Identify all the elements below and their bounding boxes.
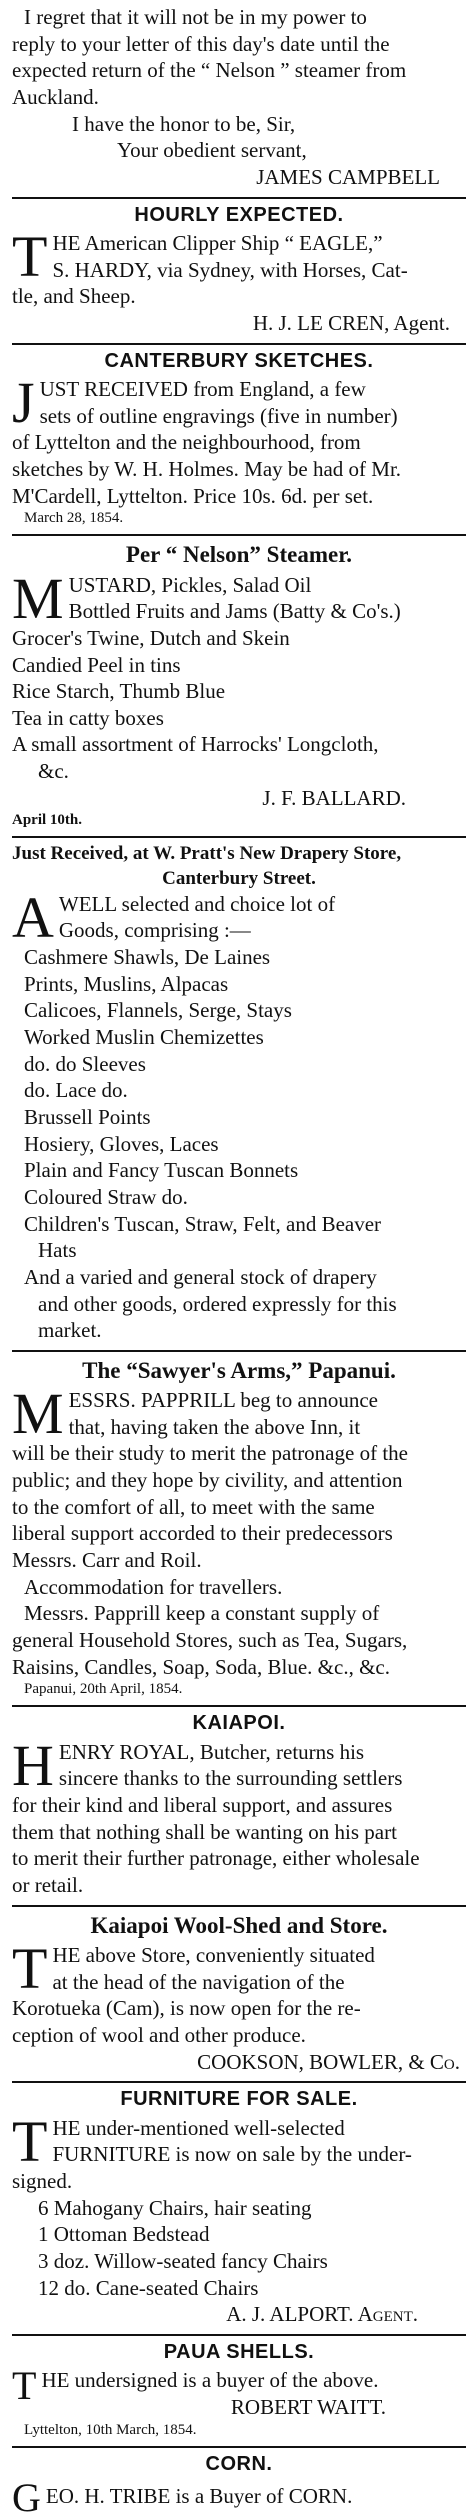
list-item: and other goods, ordered expressly for this <box>38 1291 397 1316</box>
ad-hourly-expected <box>12 203 466 337</box>
list-item: Prints, Muslins, Alpacas <box>24 971 229 996</box>
ad-line: ception of wool and other produce. <box>12 2022 306 2047</box>
divider <box>12 1350 466 1352</box>
letter-line: Auckland. <box>12 84 99 109</box>
ad-wool-shed <box>12 1911 466 2075</box>
drop-cap: T <box>12 2108 48 2174</box>
list-item: Coloured Straw do. <box>24 1184 188 1209</box>
ad-heading: CORN. <box>205 2452 273 2475</box>
ad-line: Accommodation for travellers. <box>24 1574 283 1599</box>
drop-cap: J <box>12 370 35 435</box>
ad-kaiapoi-butcher <box>12 1711 466 1898</box>
ad-line: A small assortment of Harrocks' Longcloth, <box>12 732 379 757</box>
divider <box>12 343 466 345</box>
divider <box>12 1705 466 1707</box>
list-item: do. do Sleeves <box>24 1051 146 1076</box>
ad-heading: FURNITURE FOR SALE. <box>120 2088 358 2111</box>
letter-line: reply to your letter of this day's date until the <box>12 31 390 56</box>
divider <box>12 2334 466 2336</box>
ad-line: HE American Clipper Ship “ EAGLE,” <box>52 230 383 255</box>
ad-signature: COOKSON, BOWLER, & Co. <box>197 2049 460 2074</box>
ad-line: &c. <box>38 759 69 784</box>
list-item: 3 doz. Willow-seated fancy Chairs <box>38 2248 328 2273</box>
ad-heading: HOURLY EXPECTED. <box>134 203 344 226</box>
ad-nelson-steamer <box>12 540 466 830</box>
ad-line: general Household Stores, such as Tea, Sugars, <box>12 1628 408 1652</box>
ad-line: WELL selected and choice lot of <box>58 891 336 916</box>
ad-date: April 10th. <box>12 812 83 829</box>
list-item: Worked Muslin Chemizettes <box>24 1025 264 1050</box>
ad-line: Bottled Fruits and Jams (Batty & Co's.) <box>68 599 401 624</box>
list-item: Children's Tuscan, Straw, Felt, and Beaver <box>24 1211 382 1236</box>
divider <box>12 836 466 838</box>
ad-line: Raisins, Candles, Soap, Soda, Blue. &c., &c. <box>12 1654 390 1679</box>
ad-furniture-sale <box>12 2087 466 2328</box>
ad-line: HE above Store, conveniently situated <box>52 1942 375 1967</box>
ad-canterbury-sketches <box>12 349 466 529</box>
letter-signature: JAMES CAMPBELL <box>256 164 440 189</box>
list-item: Plain and Fancy Tuscan Bonnets <box>24 1158 299 1183</box>
ad-line: Rice Starch, Thumb Blue <box>12 679 226 704</box>
ad-line: to merit their further patronage, either wholesale <box>12 1846 420 1871</box>
divider <box>12 2081 466 2083</box>
ad-line: to the comfort of all, to meet with the same <box>12 1494 375 1519</box>
ad-heading: Kaiapoi Wool-Shed and Store. <box>90 1912 388 1938</box>
ad-line: public; and they hope by civility, and attention <box>12 1468 403 1493</box>
ad-date: Papanui, 20th April, 1854. <box>24 1681 183 1698</box>
ad-line: for their kind and liberal support, and assures <box>12 1793 393 1818</box>
ad-corn <box>12 2452 466 2520</box>
list-item: Hosiery, Gloves, Laces <box>24 1131 219 1156</box>
list-item: Cashmere Shawls, De Laines <box>24 945 271 970</box>
ad-line: FURNITURE is now on sale by the under- <box>52 2142 412 2167</box>
drop-cap: M <box>12 565 64 631</box>
drop-cap: A <box>12 884 54 950</box>
letter-line: I regret that it will not be in my power to <box>24 5 367 29</box>
ad-line: or retail. <box>12 1873 84 1898</box>
list-item: Hats <box>38 1238 77 1263</box>
list-item: 1 Ottoman Bedstead <box>38 2222 210 2247</box>
letter-ending <box>12 4 466 191</box>
ad-line: UST RECEIVED from England, a few <box>39 377 366 401</box>
letter-closing: I have the honor to be, Sir, <box>72 111 296 136</box>
ad-line: ENRY ROYAL, Butcher, returns his <box>58 1739 365 1764</box>
ad-line: Candied Peel in tins <box>12 652 181 677</box>
letter-line: expected return of the “ Nelson ” steamer from <box>12 58 407 83</box>
drop-cap: H <box>12 1732 54 1798</box>
ad-line: USTARD, Pickles, Salad Oil <box>68 572 312 597</box>
list-item: Brussell Points <box>24 1104 151 1129</box>
ad-line: tle, and Sheep. <box>12 284 136 309</box>
ad-line: Messrs. Carr and Roil. <box>12 1548 202 1573</box>
list-item: 6 Mahogany Chairs, hair seating <box>38 2195 312 2220</box>
ad-line: ESSRS. PAPPRILL beg to announce <box>68 1388 378 1413</box>
ad-heading: CANTERBURY SKETCHES. <box>104 349 374 372</box>
ad-line: signed. <box>12 2168 73 2193</box>
ad-line: Messrs. Papprill keep a constant supply of <box>24 1601 380 1626</box>
ad-line: liberal support accorded to their predecessors <box>12 1521 393 1546</box>
drop-cap: T <box>12 2363 37 2409</box>
ad-line: HE under-mentioned well-selected <box>52 2115 345 2140</box>
divider <box>12 2446 466 2448</box>
list-item: do. Lace do. <box>24 1078 128 1103</box>
list-item: 12 do. Cane-seated Chairs <box>38 2275 259 2300</box>
ad-date: Lyttelton, 10th March, 1854. <box>24 2421 197 2438</box>
ad-line: HE undersigned is a buyer of the above. <box>41 2368 379 2393</box>
list-item: And a varied and general stock of drapery <box>24 1264 377 1289</box>
ad-agent: H. J. LE CREN, Agent. <box>252 310 450 335</box>
ad-line: will be their study to merit the patronage of the <box>12 1441 408 1466</box>
ad-line: that, having taken the above Inn, it <box>68 1414 361 1439</box>
list-item: market. <box>38 1318 102 1343</box>
ad-line: sketches by W. H. Holmes. May be had of Mr. <box>12 456 402 481</box>
ad-date: March 28, 1854. <box>24 510 124 527</box>
ad-heading: Per “ Nelson” Steamer. <box>125 542 353 568</box>
ad-heading: KAIAPOI. <box>192 1712 286 1735</box>
divider <box>12 1905 466 1907</box>
ad-line: sets of outline engravings (five in number) <box>39 403 398 428</box>
ad-signature: J. F. BALLARD. <box>262 785 406 810</box>
ad-line: Grocer's Twine, Dutch and Skein <box>12 625 290 650</box>
ad-signature: ROBERT WAITT. <box>230 2394 386 2419</box>
ad-line: at the head of the navigation of the <box>52 1969 345 1994</box>
drop-cap: T <box>12 223 48 289</box>
list-item: Calicoes, Flannels, Serge, Stays <box>24 998 292 1023</box>
ad-line: S. HARDY, via Sydney, with Horses, Cat- <box>52 257 408 282</box>
drop-cap: M <box>12 1381 64 1447</box>
ad-subheading: Canterbury Street. <box>162 867 316 889</box>
ad-pratt-drapery <box>12 842 466 1343</box>
drop-cap: G <box>12 2474 41 2520</box>
ad-line: sincere thanks to the surrounding settlers <box>58 1766 403 1791</box>
ad-heading: Just Received, at W. Pratt's New Drapery Store, <box>12 843 402 865</box>
ad-line: Tea in catty boxes <box>12 705 164 730</box>
ad-line: M'Cardell, Lyttelton. Price 10s. 6d. per set. <box>12 483 374 508</box>
ad-line: Goods, comprising :— <box>58 918 251 943</box>
ad-line: of Lyttelton and the neighbourhood, from <box>12 430 361 455</box>
ad-paua-shells <box>12 2340 466 2440</box>
ad-heading: PAUA SHELLS. <box>163 2340 315 2363</box>
drop-cap: T <box>12 1935 48 2001</box>
ad-line: Korotueka (Cam), is now open for the re- <box>12 1996 361 2021</box>
letter-closing: Your obedient servant, <box>117 138 307 163</box>
ad-sawyers-arms <box>12 1356 466 1699</box>
ad-line: EO. H. TRIBE is a Buyer of CORN. <box>45 2483 353 2508</box>
divider <box>12 534 466 536</box>
divider <box>12 197 466 199</box>
ad-agent: A. J. ALPORT. Agent. <box>226 2302 418 2327</box>
ad-line: them that nothing shall be wanting on his part <box>12 1819 397 1844</box>
ad-heading: The “Sawyer's Arms,” Papanui. <box>82 1357 396 1383</box>
